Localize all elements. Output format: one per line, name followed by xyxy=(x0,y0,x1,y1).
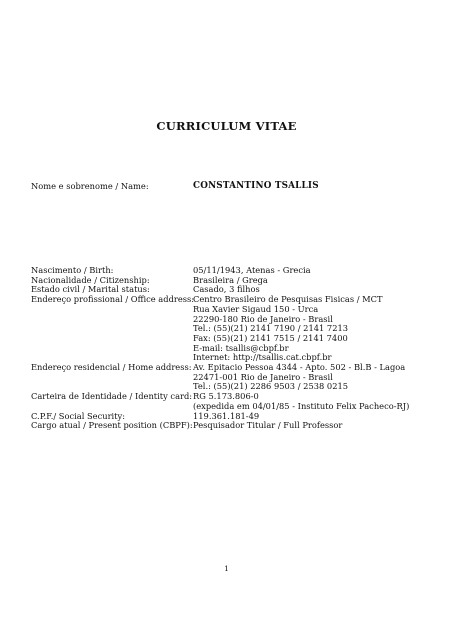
name-label: Nome e sobrenome / Name: xyxy=(31,181,149,191)
detail-label: Cargo atual / Present position (CBPF): xyxy=(31,420,193,431)
detail-value-line: Tel.: (55)(21) 2141 7190 / 2141 7213 xyxy=(193,323,349,334)
detail-row xyxy=(31,392,441,411)
detail-value-line: (expedida em 04/01/85 - Instituto Felix Pacheco-RJ) xyxy=(193,400,410,411)
detail-value-line: E-mail: tsallis@cbpf.br xyxy=(193,342,289,353)
detail-value-line: Rua Xavier Sigaud 150 - Urca xyxy=(193,303,319,314)
page-title: CURRICULUM VITAE xyxy=(156,119,297,133)
detail-value-line: 05/11/1943, Atenas - Grecia xyxy=(193,265,311,275)
detail-row xyxy=(31,363,441,392)
name-row xyxy=(31,181,431,193)
detail-value-line: Tel.: (55)(21) 2286 9503 / 2538 0215 xyxy=(193,381,349,392)
detail-value-line: Pesquisador Titular / Full Professor xyxy=(193,420,343,431)
detail-values xyxy=(193,392,409,411)
detail-values xyxy=(193,363,405,392)
detail-label: Endereço profissional / Office address: xyxy=(31,294,195,305)
personal-details xyxy=(31,266,441,431)
detail-label: Nacionalidade / Citizenship: xyxy=(31,274,150,285)
detail-label: Endereço residencial / Home address: xyxy=(31,362,192,373)
detail-row xyxy=(31,295,441,363)
detail-values xyxy=(193,295,383,363)
name-value: CONSTANTINO TSALLIS xyxy=(193,181,319,191)
detail-label: Nascimento / Birth: xyxy=(31,265,114,275)
detail-value-line: Casado, 3 filhos xyxy=(193,284,260,295)
detail-value-line: Centro Brasileiro de Pesquisas Fisicas / MCT xyxy=(193,294,383,305)
detail-value-line: Brasileira / Grega xyxy=(193,274,268,285)
detail-label: Estado civil / Marital status: xyxy=(31,284,150,295)
detail-label: Carteira de Identidade / Identity card: xyxy=(31,391,193,402)
detail-label: C.P.F./ Social Security: xyxy=(31,410,125,421)
detail-values xyxy=(193,421,342,431)
detail-value-line: 119.361.181-49 xyxy=(193,410,260,421)
detail-value-line: 22471-001 Rio de Janeiro - Brasil xyxy=(193,371,333,382)
detail-value-line: Av. Epitacio Pessoa 4344 - Apto. 502 - Bl.B - Lagoa xyxy=(193,362,406,373)
detail-value-line: 22290-180 Rio de Janeiro - Brasil xyxy=(193,313,333,324)
detail-value-line: RG 5.173.806-0 xyxy=(193,391,259,402)
detail-row xyxy=(31,421,441,431)
detail-value-line: Internet: http://tsallis.cat.cbpf.br xyxy=(193,352,332,363)
page-number: 1 xyxy=(224,564,229,573)
detail-value-line: Fax: (55)(21) 2141 7515 / 2141 7400 xyxy=(193,332,348,343)
